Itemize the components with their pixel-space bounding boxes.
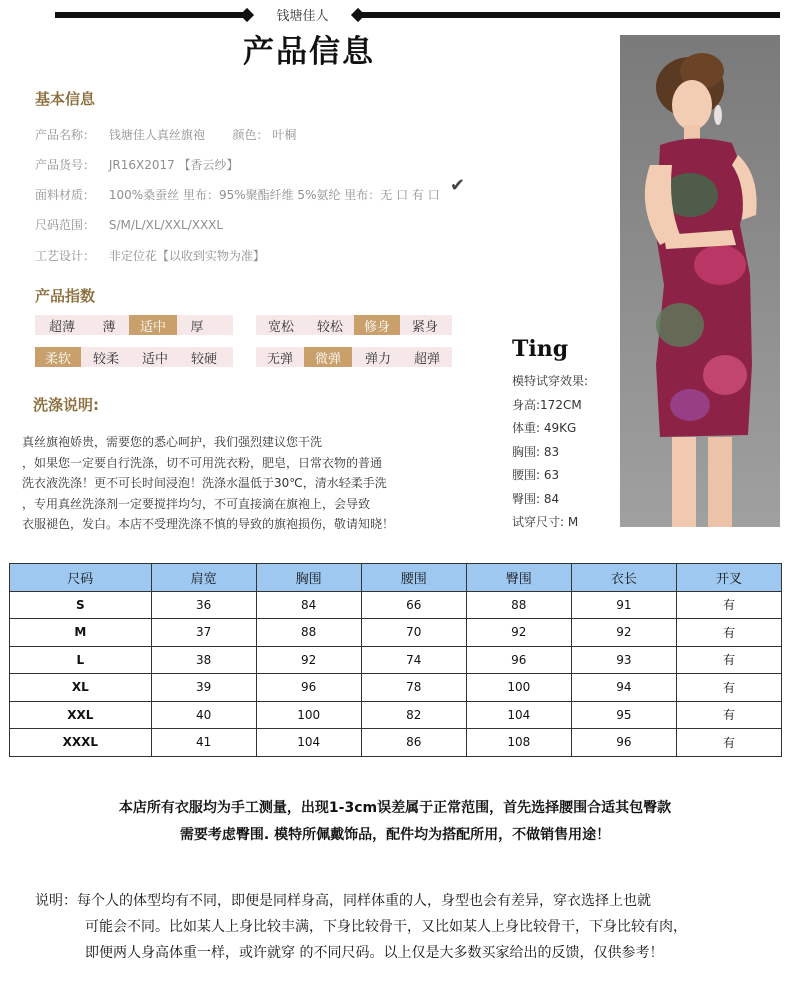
table-cell: 36 [151,591,256,619]
scale-option: 超弹 [413,351,440,367]
model-name: Ting [512,336,569,362]
table-row [10,646,782,674]
info-value: S/M/L/XL/XXL/XXXL [108,218,224,232]
table-cell: 86 [361,729,466,757]
info-row-craft [35,247,265,264]
model-line: 模特试穿效果: [512,374,589,388]
table-cell: 92 [571,619,676,647]
model-line: 身高:172CM [512,397,582,412]
scale-option: 无弹 [266,351,293,367]
brand-name: 钱塘佳人 [276,9,329,24]
thickness-scale [35,315,233,335]
washing-line: 真丝旗袍娇贵，需要您的悉心呵护，我们强烈建议您干洗 [22,435,323,449]
explanation-line: 即便两人身高体重一样，或许就穿 的不同尺码。以上仅是大多数买家给出的反馈，仅供参考！ [85,945,664,961]
elasticity-scale [256,347,452,367]
scale-option: 弹力 [364,351,391,367]
scale-option-selected: 微弹 [304,347,352,367]
table-cell: L [10,646,152,674]
column-header: 开叉 [676,564,781,592]
info-label: 产品名称： [35,128,96,142]
table-cell: 96 [256,674,361,702]
table-cell: 39 [151,674,256,702]
washing-instructions [22,432,492,535]
model-line: 体重: 49KG [512,421,577,435]
explanation-line: 可能会不同。比如某人上身比较丰满，下身比较骨干，又比如某人上身比较骨干，下身比较有肉， [85,919,687,935]
info-value: 叶桐 [272,128,297,142]
size-table [9,563,782,757]
model-line: 腰围: 63 [512,468,560,482]
header-rule-right [355,12,780,18]
table-cell: 104 [466,701,571,729]
table-cell: 41 [151,729,256,757]
info-row-name [35,126,296,143]
table-cell: 有 [676,701,781,729]
scale-option-selected: 修身 [354,315,400,335]
info-label: 尺码范围： [35,218,96,232]
column-header: 腰围 [361,564,466,592]
page-title: 产品信息 [243,34,375,70]
column-header: 胸围 [256,564,361,592]
table-row [10,619,782,647]
scale-option: 较松 [316,319,343,335]
info-value: 非定位花【以收到实物为准】 [108,249,265,263]
info-value: JR16X2017 【香云纱】 [108,158,239,172]
scale-option: 适中 [141,351,168,367]
header-rule-left [55,12,250,18]
model-line: 胸围: 83 [512,444,560,459]
explanation-line: 说明：每个人的体型均有不同，即便是同样身高，同样体重的人，身型也会有差异，穿衣选择上也就 [35,893,651,909]
info-label: 产品货号： [35,158,96,172]
info-row-code [35,156,239,173]
table-cell: 108 [466,729,571,757]
table-cell: XL [10,674,152,702]
table-cell: 96 [466,646,571,674]
info-row-size [35,216,223,233]
scale-option: 超薄 [48,319,75,335]
table-row [10,591,782,619]
table-cell: 91 [571,591,676,619]
table-cell: 88 [256,619,361,647]
scale-option: 较柔 [92,351,119,367]
scale-option: 宽松 [267,319,294,335]
column-header: 臀围 [466,564,571,592]
table-cell: 94 [571,674,676,702]
model-measurements [512,370,588,535]
model-line: 臀围: 84 [512,491,560,506]
table-cell: 有 [676,729,781,757]
washing-heading: 洗涤说明: [33,396,99,414]
table-cell: XXXL [10,729,152,757]
column-header: 尺码 [10,564,152,592]
table-cell: 37 [151,619,256,647]
washing-line: 衣服褪色，发白。本店不受理洗涤不慎的导致的旗袍损伤，敬请知晓！ [22,517,395,531]
check-icon: ✔ [450,175,466,196]
table-row [10,701,782,729]
table-cell: 100 [466,674,571,702]
table-cell: XXL [10,701,152,729]
scale-option-selected: 适中 [129,315,177,335]
table-cell: 104 [256,729,361,757]
fit-scale [256,315,452,335]
column-header: 肩宽 [151,564,256,592]
measurement-note: 本店所有衣服均为手工测量，出现1-3cm误差属于正常范围，首先选择腰围合适其包臀款 [118,800,672,816]
softness-scale [35,347,233,367]
accessory-note: 需要考虑臀围. 模特所佩戴饰品，配件均为搭配所用，不做销售用途！ [179,827,611,843]
washing-line: ，如果您一定要自行洗涤，切不可用洗衣粉，肥皂，日常衣物的普通 [22,455,383,470]
model-figure [620,35,780,527]
table-cell: 有 [676,674,781,702]
table-cell: 66 [361,591,466,619]
table-header-row [10,564,782,592]
table-cell: 78 [361,674,466,702]
table-cell: M [10,619,152,647]
table-cell: 100 [256,701,361,729]
product-index-heading: 产品指数 [35,287,96,305]
info-value: 100%桑蚕丝 里布：95%聚酯纤维 5%氨纶 里布：无 口 有 口 [108,188,440,202]
scale-option-selected: 柔软 [35,347,81,367]
table-cell: 40 [151,701,256,729]
washing-line: 洗衣液洗涤！更不可长时间浸泡！洗涤水温低于30℃，清水轻柔手洗 [22,476,387,490]
table-cell: 92 [256,646,361,674]
model-line: 试穿尺寸: M [512,515,579,529]
washing-line: ，专用真丝洗涤剂一定要搅拌均匀，不可直接滴在旗袍上，会导致 [22,496,371,511]
scale-option: 薄 [102,319,116,335]
info-label: 工艺设计： [35,249,96,263]
table-cell: 88 [466,591,571,619]
table-cell: 95 [571,701,676,729]
table-cell: S [10,591,152,619]
info-row-fabric [35,186,440,203]
table-cell: 84 [256,591,361,619]
column-header: 衣长 [571,564,676,592]
table-cell: 93 [571,646,676,674]
table-cell: 92 [466,619,571,647]
info-label: 颜色： [232,128,269,142]
table-cell: 有 [676,646,781,674]
table-cell: 82 [361,701,466,729]
table-cell: 70 [361,619,466,647]
scale-option: 较硬 [190,351,217,367]
basic-info-heading: 基本信息 [35,90,96,108]
table-cell: 有 [676,591,781,619]
table-cell: 有 [676,619,781,647]
scale-option: 厚 [190,319,204,335]
table-cell: 74 [361,646,466,674]
table-cell: 38 [151,646,256,674]
table-cell: 96 [571,729,676,757]
model-photo [620,35,780,527]
table-row [10,729,782,757]
scale-option: 紧身 [411,319,438,335]
table-row [10,674,782,702]
info-label: 面料材质： [35,188,96,202]
info-value: 钱塘佳人真丝旗袍 [108,128,205,142]
